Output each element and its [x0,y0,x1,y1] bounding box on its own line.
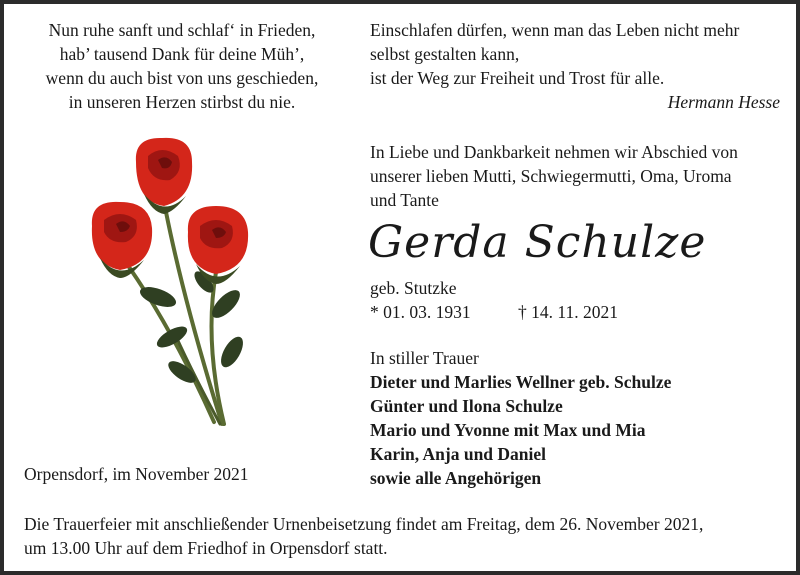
mourner-line: Karin, Anja und Daniel [370,444,547,464]
life-dates [370,300,618,324]
poem-author: Hermann Hesse [667,92,780,112]
funeral-notice [24,512,784,560]
poem-left-line: in unseren Herzen stirbst du nie. [68,92,296,112]
mourner-line: Günter und Ilona Schulze [370,396,563,416]
place-date: Orpensdorf, im November 2021 [24,464,249,484]
roses-illustration [74,132,274,432]
birth-name: geb. Stutzke [370,278,457,298]
mourner-line: Dieter und Marlies Wellner geb. Schulze [370,372,672,392]
mourners-section [370,346,784,490]
rose-left [92,202,152,278]
birth-date: * 01. 03. 1931 [370,302,471,322]
deceased-name: Gerda Schulze [368,217,707,268]
poem-right-line: Einschlafen dürfen, wenn man das Leben nicht mehr [370,20,740,40]
mourner-line: Mario und Yvonne mit Max und Mia [370,420,646,440]
poem-left-line: Nun ruhe sanft und schlaf‘ in Frieden, [48,20,316,40]
death-date: † 14. 11. 2021 [518,302,618,322]
funeral-line: Die Trauerfeier mit anschließender Urnenbeisetzung findet am Freitag, dem 26. November 2021, [24,514,704,534]
mourner-line: sowie alle Angehörigen [370,468,542,488]
intro-line: unserer lieben Mutti, Schwiegermutti, Oma, Uroma [370,166,732,186]
poem-right-line: ist der Weg zur Freiheit und Trost für alle. [370,68,665,88]
poem-left-line: hab’ tausend Dank für deine Müh’, [59,44,305,64]
poem-left [12,18,352,114]
poem-left-line: wenn du auch bist von uns geschieden, [45,68,319,88]
obituary-card [4,4,796,571]
poem-right-line: selbst gestalten kann, [370,44,520,64]
intro-line: und Tante [370,190,439,210]
poem-right [370,18,784,114]
funeral-line: um 13.00 Uhr auf dem Friedhof in Orpensdorf statt. [24,538,388,558]
rose-top [136,138,192,214]
mourning-heading: In stiller Trauer [370,348,479,368]
intro-line: In Liebe und Dankbarkeit nehmen wir Abschied von [370,142,738,162]
intro-text [370,140,784,212]
